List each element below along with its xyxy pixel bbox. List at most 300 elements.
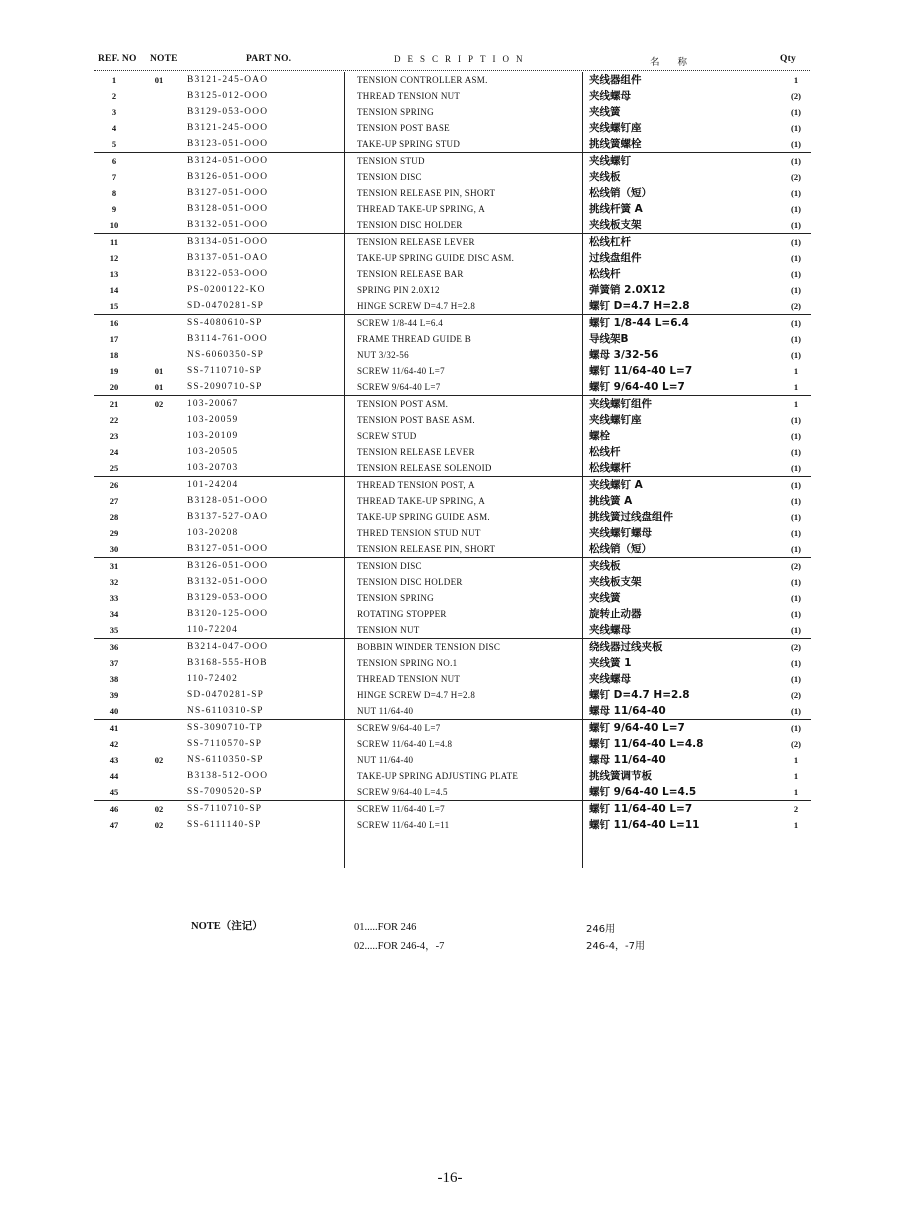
- part-no-cell: B3127-051-OOO: [187, 188, 269, 198]
- table-row: [94, 477, 811, 494]
- ref-cell: 35: [94, 622, 134, 639]
- ref-cell: 13: [109, 269, 119, 279]
- part-no-cell: SS-3090710-TP: [187, 723, 264, 733]
- chinese-name-cell: 夹线螺母: [589, 673, 631, 685]
- description-cell: SCREW 11/64-40 L=11: [357, 820, 450, 830]
- qty-cell: (1): [791, 593, 801, 603]
- table-row: [94, 460, 811, 477]
- qty-cell: (1): [791, 156, 801, 166]
- qty-cell: (1): [791, 609, 801, 619]
- description-cell: THREAD TENSION NUT: [357, 674, 461, 684]
- description-cell: THRED TENSION STUD NUT: [357, 528, 481, 538]
- note-cell: [134, 444, 184, 460]
- description-cell: TENSION RELEASE PIN, SHORT: [357, 188, 496, 198]
- table-row: [94, 574, 811, 590]
- note-cell: [134, 736, 184, 752]
- ref-cell: 21: [109, 399, 119, 409]
- note-cell: [134, 558, 184, 575]
- description-cell: TENSION NUT: [357, 622, 589, 639]
- chinese-name-cell: 夹线簧: [589, 106, 621, 118]
- part-no-cell: SS-6111140-SP: [187, 820, 262, 830]
- note-cell: [134, 217, 184, 234]
- chinese-name-cell: 导线架B: [589, 333, 629, 345]
- table-row: [94, 169, 811, 185]
- qty-cell: (1): [791, 237, 801, 247]
- note-cell: [134, 315, 184, 332]
- table-row: [94, 768, 811, 784]
- note-cell: [134, 185, 184, 201]
- part-no-cell: B3125-012-OOO: [187, 91, 269, 101]
- ref-cell: 47: [109, 820, 119, 830]
- note-cell: [134, 509, 184, 525]
- table-row: [94, 217, 811, 234]
- part-no-cell: B3124-051-OOO: [187, 156, 269, 166]
- chinese-name-cell: 弹簧销 2.0X12: [589, 284, 666, 296]
- qty-cell: (1): [791, 204, 801, 214]
- description-cell: SCREW 9/64-40 L=7: [357, 723, 441, 733]
- chinese-name-cell: 夹线螺钉 A: [589, 479, 643, 491]
- page-number: -16-: [437, 1170, 463, 1186]
- part-no-cell: B3122-053-OOO: [187, 269, 269, 279]
- note-cell: [134, 703, 184, 720]
- note-02-code: 02.....FOR 246-4，-7: [354, 941, 445, 952]
- description-cell: TENSION SPRING: [357, 593, 434, 603]
- part-no-cell: B3134-051-OOO: [187, 237, 269, 247]
- qty-cell: (1): [791, 528, 801, 538]
- qty-cell: 1: [793, 366, 799, 376]
- table-row: [94, 671, 811, 687]
- qty-cell: 1: [781, 379, 811, 396]
- qty-cell: (1): [781, 622, 811, 639]
- qty-cell: (1): [791, 188, 801, 198]
- header-part-no: PART NO.: [246, 54, 292, 64]
- part-no-cell: B3120-125-OOO: [187, 609, 269, 619]
- description-cell: TAKE-UP SPRING GUIDE ASM.: [357, 512, 490, 522]
- chinese-name-cell: 松线杆: [589, 268, 621, 280]
- ref-cell: 2: [111, 91, 117, 101]
- ref-cell: 5: [94, 136, 134, 153]
- table-row: [94, 72, 811, 88]
- note-cell: 02: [154, 399, 164, 409]
- ref-cell: 4: [111, 123, 117, 133]
- chinese-name-cell: 螺钉 1/8-44 L=6.4: [589, 317, 689, 329]
- ref-cell: 44: [109, 771, 119, 781]
- qty-cell: (1): [781, 136, 811, 153]
- table-row: [94, 298, 811, 315]
- chinese-name-cell: 螺钉 D=4.7 H=2.8: [589, 689, 690, 701]
- table-row: [94, 331, 811, 347]
- ref-cell: 18: [109, 350, 119, 360]
- note-cell: [134, 460, 184, 477]
- ref-cell: 45: [94, 784, 134, 801]
- notes-label: NOTE（注记）: [191, 921, 263, 932]
- chinese-name-cell: 松线杆: [589, 446, 621, 458]
- note-01-code: 01.....FOR 246: [354, 922, 417, 933]
- chinese-name-cell: 绕线器过线夹板: [589, 641, 663, 653]
- description-cell: TENSION POST BASE: [357, 123, 450, 133]
- note-cell: 02: [154, 755, 164, 765]
- part-no-cell: SS-4080610-SP: [187, 318, 263, 328]
- qty-cell: (1): [791, 269, 801, 279]
- note-cell: 01: [154, 366, 164, 376]
- part-no-cell: 103-20109: [187, 431, 239, 441]
- table-row: [94, 525, 811, 541]
- chinese-name-cell: 夹线螺母: [589, 90, 631, 102]
- part-no-cell: B3138-512-OOO: [187, 771, 269, 781]
- part-no-cell: PS-0200122-KO: [187, 285, 266, 295]
- table-row: [94, 784, 811, 801]
- qty-cell: (2): [791, 642, 801, 652]
- ref-cell: 16: [109, 318, 119, 328]
- description-cell: TENSION STUD: [357, 156, 425, 166]
- description-cell: BOBBIN WINDER TENSION DISC: [357, 642, 501, 652]
- chinese-name-cell: 松线杠杆: [589, 236, 631, 248]
- note-cell: [134, 606, 184, 622]
- chinese-name-cell: 夹线螺钉组件: [589, 398, 652, 410]
- note-cell: 01: [154, 75, 164, 85]
- description-cell: HINGE SCREW D=4.7 H=2.8: [357, 298, 589, 315]
- ref-cell: 43: [109, 755, 119, 765]
- description-cell: SCREW 9/64-40 L=7: [357, 379, 589, 396]
- ref-cell: 38: [109, 674, 119, 684]
- description-cell: SCREW 11/64-40 L=7: [357, 804, 445, 814]
- chinese-name-cell: 挑线簧调节板: [589, 770, 652, 782]
- parts-table: [94, 72, 811, 833]
- part-no-cell: SD-0470281-SP: [187, 690, 265, 700]
- table-row: [94, 234, 811, 251]
- note-cell: [134, 282, 184, 298]
- note-cell: [134, 671, 184, 687]
- qty-cell: (2): [791, 690, 801, 700]
- table-row: [94, 493, 811, 509]
- table-row: [94, 655, 811, 671]
- table-row: [94, 104, 811, 120]
- chinese-name-cell: 夹线螺钉座: [589, 414, 642, 426]
- qty-cell: (1): [791, 658, 801, 668]
- chinese-name-cell: 夹线板支架: [589, 217, 781, 234]
- note-cell: [134, 525, 184, 541]
- table-row: [94, 606, 811, 622]
- ref-cell: 32: [109, 577, 119, 587]
- table-row: [94, 639, 811, 656]
- table-row: [94, 720, 811, 737]
- table-row: [94, 428, 811, 444]
- description-cell: SPRING PIN 2.0X12: [357, 285, 440, 295]
- ref-cell: 40: [94, 703, 134, 720]
- description-cell: SCREW STUD: [357, 431, 417, 441]
- chinese-name-cell: 夹线簧 1: [589, 657, 632, 669]
- qty-cell: (1): [791, 512, 801, 522]
- ref-cell: 11: [109, 237, 119, 247]
- chinese-name-cell: 螺钉 11/64-40 L=7: [589, 365, 693, 377]
- note-cell: [134, 784, 184, 801]
- qty-cell: 2: [793, 804, 799, 814]
- part-no-cell: B3128-051-OOO: [187, 204, 269, 214]
- chinese-name-cell: 夹线板: [589, 560, 621, 572]
- qty-cell: (1): [791, 447, 801, 457]
- ref-cell: 29: [109, 528, 119, 538]
- header-name-zh: 名称: [650, 58, 706, 68]
- note-cell: [134, 250, 184, 266]
- part-no-cell: SD-0470281-SP: [184, 298, 357, 315]
- part-no-cell: SS-7110570-SP: [187, 739, 263, 749]
- note-cell: [134, 331, 184, 347]
- chinese-name-cell: 夹线簧: [589, 592, 621, 604]
- part-no-cell: B3214-047-OOO: [187, 642, 269, 652]
- qty-cell: (1): [791, 723, 801, 733]
- chinese-name-cell: 挑线簧 A: [589, 495, 633, 507]
- description-cell: TENSION DISC: [357, 172, 422, 182]
- table-row: [94, 444, 811, 460]
- ref-cell: 42: [109, 739, 119, 749]
- description-cell: TENSION DISC HOLDER: [357, 577, 463, 587]
- part-no-cell: B3168-555-HOB: [187, 658, 268, 668]
- description-cell: ROTATING STOPPER: [357, 609, 447, 619]
- header-divider: [94, 70, 810, 71]
- ref-cell: 8: [111, 188, 117, 198]
- chinese-name-cell: 过线盘组件: [589, 252, 642, 264]
- note-cell: [134, 266, 184, 282]
- part-no-cell: SS-7110710-SP: [187, 366, 263, 376]
- description-cell: TENSION DISC: [357, 561, 422, 571]
- part-no-cell: B3137-527-OAO: [187, 512, 269, 522]
- note-cell: [134, 347, 184, 363]
- table-row: [94, 412, 811, 428]
- note-cell: [134, 412, 184, 428]
- table-row: [94, 396, 811, 413]
- note-cell: [134, 655, 184, 671]
- note-cell: 02: [154, 804, 164, 814]
- table-row: [94, 622, 811, 639]
- qty-cell: (2): [791, 739, 801, 749]
- qty-cell: (1): [791, 577, 801, 587]
- qty-cell: (2): [781, 298, 811, 315]
- part-no-cell: B3121-245-OAO: [187, 75, 269, 85]
- description-cell: THREAD TENSION POST, A: [357, 480, 475, 490]
- chinese-name-cell: 松线销（短）: [589, 541, 781, 558]
- table-row: [94, 88, 811, 104]
- note-cell: [134, 153, 184, 170]
- table-row: [94, 120, 811, 136]
- note-cell: [134, 104, 184, 120]
- qty-cell: (1): [791, 107, 801, 117]
- qty-cell: (1): [781, 703, 811, 720]
- note-cell: [134, 298, 184, 315]
- qty-cell: (1): [791, 334, 801, 344]
- part-no-cell: B3126-051-OOO: [187, 172, 269, 182]
- note-cell: [134, 88, 184, 104]
- description-cell: TAKE-UP SPRING ADJUSTING PLATE: [357, 771, 519, 781]
- table-row: [94, 509, 811, 525]
- description-cell: SCREW 11/64-40 L=4.8: [357, 739, 453, 749]
- ref-cell: 3: [111, 107, 117, 117]
- ref-cell: 30: [94, 541, 134, 558]
- ref-cell: 22: [109, 415, 119, 425]
- chinese-name-cell: 螺钉 9/64-40 L=7: [589, 722, 685, 734]
- qty-cell: (1): [791, 123, 801, 133]
- description-cell: TAKE-UP SPRING STUD: [357, 136, 589, 153]
- description-cell: TENSION DISC HOLDER: [357, 217, 589, 234]
- ref-cell: 24: [109, 447, 119, 457]
- description-cell: FRAME THREAD GUIDE B: [357, 334, 472, 344]
- table-row: [94, 736, 811, 752]
- description-cell: HINGE SCREW D=4.7 H=2.8: [357, 690, 476, 700]
- qty-cell: (1): [781, 541, 811, 558]
- table-row: [94, 363, 811, 379]
- qty-cell: 1: [793, 771, 799, 781]
- note-cell: [134, 169, 184, 185]
- qty-cell: 1: [781, 784, 811, 801]
- part-no-cell: B3123-051-OOO: [184, 136, 357, 153]
- ref-cell: 6: [111, 156, 117, 166]
- ref-cell: 46: [109, 804, 119, 814]
- note-cell: 02: [154, 820, 164, 830]
- part-no-cell: 103-20505: [187, 447, 239, 457]
- ref-cell: 23: [109, 431, 119, 441]
- chinese-name-cell: 螺栓: [589, 430, 610, 442]
- note-cell: [134, 541, 184, 558]
- table-header: [0, 54, 900, 68]
- chinese-name-cell: 旋转止动器: [589, 608, 642, 620]
- chinese-name-cell: 夹线螺钉: [589, 155, 631, 167]
- description-cell: TENSION SPRING: [357, 107, 434, 117]
- qty-cell: 1: [793, 399, 799, 409]
- qty-cell: (1): [791, 415, 801, 425]
- qty-cell: (1): [791, 431, 801, 441]
- ref-cell: 26: [109, 480, 119, 490]
- note-cell: 01: [134, 379, 184, 396]
- qty-cell: 1: [793, 75, 799, 85]
- part-no-cell: B3114-761-OOO: [187, 334, 268, 344]
- table-row: [94, 801, 811, 818]
- header-note: NOTE: [150, 54, 178, 64]
- ref-cell: 37: [109, 658, 119, 668]
- note-cell: [134, 574, 184, 590]
- qty-cell: (1): [791, 496, 801, 506]
- ref-cell: 34: [109, 609, 119, 619]
- ref-cell: 15: [94, 298, 134, 315]
- qty-cell: 1: [793, 820, 799, 830]
- note-cell: [134, 477, 184, 494]
- part-no-cell: NS-6110350-SP: [187, 755, 264, 765]
- part-no-cell: SS-7090520-SP: [184, 784, 357, 801]
- part-no-cell: 103-20703: [184, 460, 357, 477]
- description-cell: TENSION POST BASE ASM.: [357, 415, 475, 425]
- ref-cell: 36: [109, 642, 119, 652]
- table-row: [94, 347, 811, 363]
- chinese-name-cell: 螺钉 D=4.7 H=2.8: [589, 298, 781, 315]
- note-cell: [134, 687, 184, 703]
- note-cell: [134, 493, 184, 509]
- chinese-name-cell: 松线螺杆: [589, 460, 781, 477]
- qty-cell: (1): [791, 318, 801, 328]
- description-cell: SCREW 11/64-40 L=7: [357, 366, 445, 376]
- table-row: [94, 153, 811, 170]
- chinese-name-cell: 挑线簧螺栓: [589, 136, 781, 153]
- note-cell: [134, 428, 184, 444]
- ref-cell: 28: [109, 512, 119, 522]
- note-02-zh: 246-4，-7用: [586, 941, 646, 952]
- table-row: [94, 817, 811, 833]
- table-row: [94, 136, 811, 153]
- parts-table-body: [94, 72, 811, 833]
- note-cell: [134, 120, 184, 136]
- description-cell: THREAD TENSION NUT: [357, 91, 461, 101]
- part-no-cell: SS-2090710-SP: [184, 379, 357, 396]
- ref-cell: 33: [109, 593, 119, 603]
- chinese-name-cell: 螺钉 11/64-40 L=4.8: [589, 738, 704, 750]
- note-cell: [134, 720, 184, 737]
- part-no-cell: B3126-051-OOO: [187, 561, 269, 571]
- ref-cell: 20: [94, 379, 134, 396]
- table-row: [94, 558, 811, 575]
- qty-cell: (1): [791, 674, 801, 684]
- ref-cell: 1: [111, 75, 117, 85]
- description-cell: SCREW 1/8-44 L=6.4: [357, 318, 444, 328]
- ref-cell: 39: [109, 690, 119, 700]
- chinese-name-cell: 螺钉 11/64-40 L=7: [589, 803, 693, 815]
- qty-cell: (2): [791, 91, 801, 101]
- chinese-name-cell: 挑线杆簧 A: [589, 203, 643, 215]
- qty-cell: (1): [791, 285, 801, 295]
- description-cell: TENSION RELEASE BAR: [357, 269, 464, 279]
- chinese-name-cell: 夹线螺钉座: [589, 122, 642, 134]
- note-01-zh: 246用: [586, 924, 616, 935]
- table-row: [94, 687, 811, 703]
- ref-cell: 12: [109, 253, 119, 263]
- table-row: [94, 185, 811, 201]
- header-qty: Qty: [780, 54, 796, 64]
- description-cell: THREAD TAKE-UP SPRING, A: [357, 496, 485, 506]
- part-no-cell: B3132-051-OOO: [187, 577, 269, 587]
- chinese-name-cell: 夹线器组件: [589, 74, 642, 86]
- part-no-cell: B3129-053-OOO: [187, 107, 269, 117]
- header-description: DESCRIPTION: [394, 54, 530, 64]
- description-cell: THREAD TAKE-UP SPRING, A: [357, 204, 485, 214]
- part-no-cell: B3137-051-OAO: [187, 253, 269, 263]
- description-cell: TENSION RELEASE SOLENOID: [357, 460, 589, 477]
- description-cell: TENSION CONTROLLER ASM.: [357, 75, 488, 85]
- description-cell: NUT 11/64-40: [357, 755, 414, 765]
- table-row: [94, 752, 811, 768]
- table-row: [94, 379, 811, 396]
- chinese-name-cell: 松线销（短）: [589, 187, 652, 199]
- description-cell: TENSION RELEASE LEVER: [357, 447, 475, 457]
- table-row: [94, 541, 811, 558]
- part-no-cell: B3132-051-OOO: [184, 217, 357, 234]
- part-no-cell: NS-6110310-SP: [184, 703, 357, 720]
- header-ref-no: REF. NO: [98, 54, 137, 64]
- part-no-cell: 103-20067: [187, 399, 239, 409]
- qty-cell: 1: [793, 755, 799, 765]
- note-cell: [134, 201, 184, 217]
- note-cell: [134, 590, 184, 606]
- part-no-cell: NS-6060350-SP: [187, 350, 265, 360]
- chinese-name-cell: 螺母 11/64-40: [589, 703, 781, 720]
- note-cell: [134, 136, 184, 153]
- part-no-cell: 103-20059: [187, 415, 239, 425]
- ref-cell: 31: [109, 561, 119, 571]
- description-cell: TENSION RELEASE PIN, SHORT: [357, 541, 589, 558]
- qty-cell: (2): [791, 561, 801, 571]
- description-cell: SCREW 9/64-40 L=4.5: [357, 784, 589, 801]
- table-row: [94, 282, 811, 298]
- chinese-name-cell: 夹线螺母: [589, 622, 781, 639]
- table-row: [94, 201, 811, 217]
- part-no-cell: 110-72204: [184, 622, 357, 639]
- table-row: [94, 590, 811, 606]
- part-no-cell: SS-7110710-SP: [187, 804, 263, 814]
